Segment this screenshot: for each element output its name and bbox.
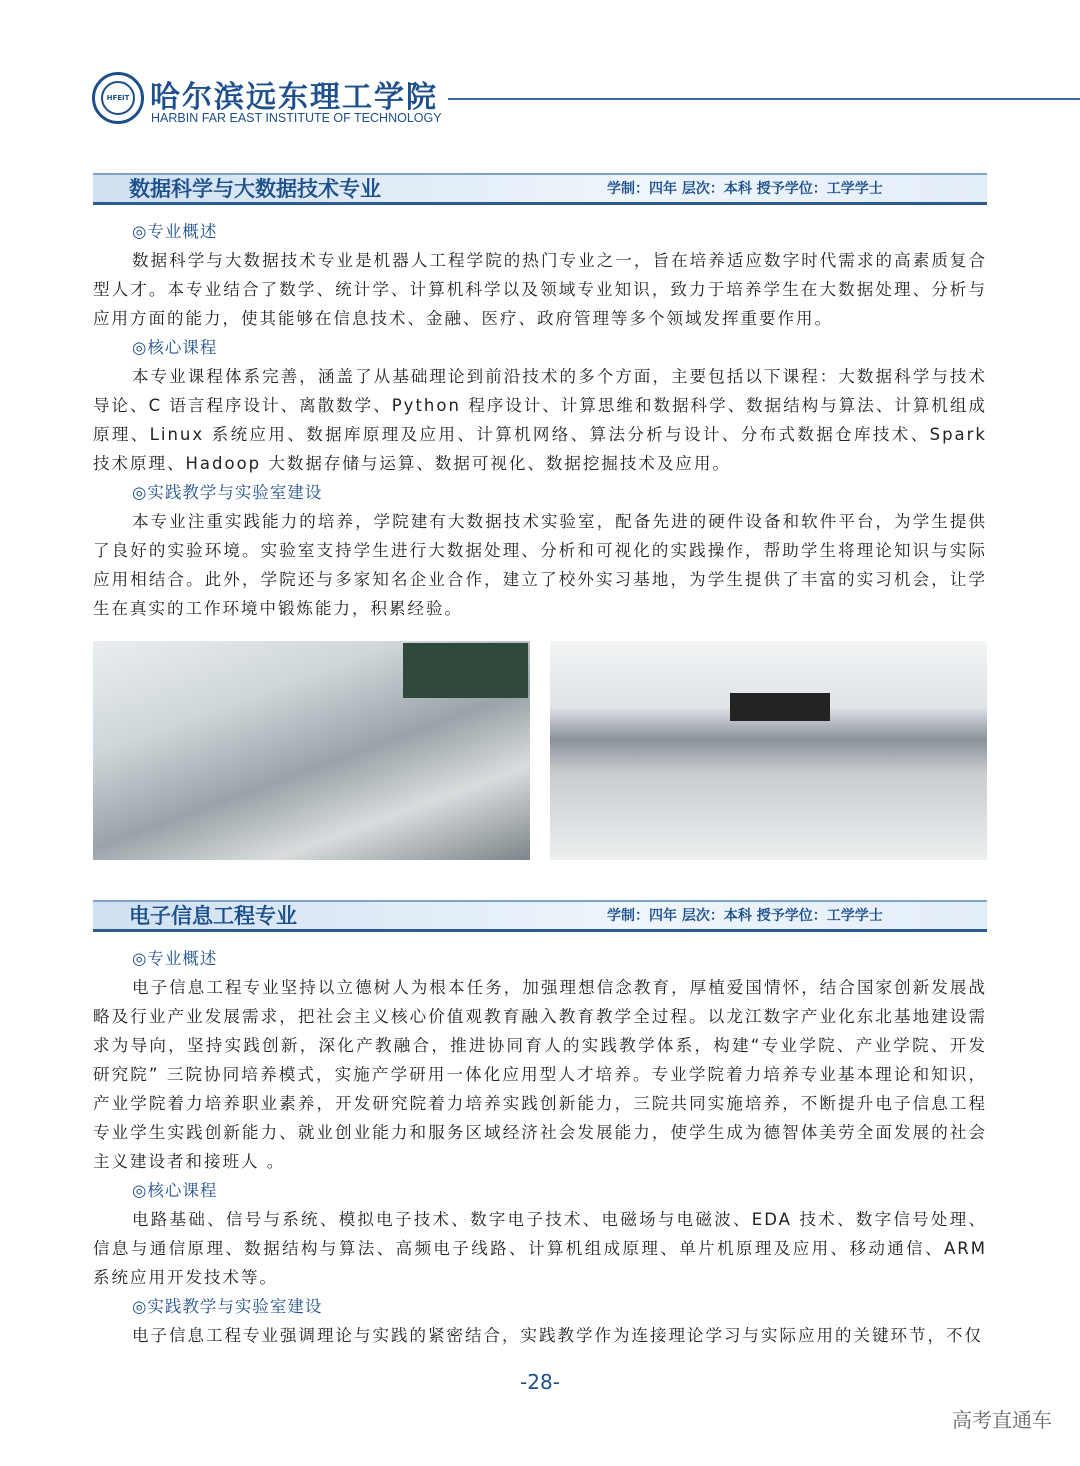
subheading: ◎实践教学与实验室建设 [132, 483, 323, 502]
school-logo-icon: HFEIT [92, 72, 144, 124]
section-title: 电子信息工程专业 [129, 903, 297, 928]
paragraph: 电子信息工程专业坚持以立德树人为根本任务，加强理想信念教育，厚植爱国情怀，结合国家创新发展战略及行业产业发展需求，把社会主义核心价值观教育融入教育教学全过程。以龙江数字产业化东北基地建设需求为导向，坚持实践创新，深化产教融合，推进协同育人的实践教学体系，构建“专业学院、产业学院、开发研究院” 三院协同培养模式，实施产学研用一体化应用型人才培养。专业学院着力培养专业基本理论和知识，产业学院着力培养职业素养，开发研究院着力培养实践创新能力，三院共同实施培养，不断提升电子信息工程专业学生实践创新能力、就业创业能力和服务区域经济社会发展能力，使学生成为德智体美劳全面发展的社会主义建设者和接班人 。 [93, 978, 987, 1171]
page-number: -28- [520, 1370, 560, 1394]
section-body-electronic [93, 944, 987, 1350]
page-content [93, 0, 1052, 1454]
subheading: ◎专业概述 [132, 949, 218, 968]
section-meta: 学制：四年 层次：本科 授予学位：工学学士 [607, 908, 883, 924]
subheading: ◎实践教学与实验室建设 [132, 1297, 323, 1316]
paragraph: 电路基础、信号与系统、模拟电子技术、数字电子技术、电磁场与电磁波、EDA 技术、数字信号处理、信息与通信原理、数据结构与算法、高频电子线路、计算机组成原理、单片机原理及应用、移动通信、ARM 系统应用开发技术等。 [93, 1210, 987, 1287]
school-name-en: HARBIN FAR EAST INSTITUTE OF TECHNOLOGY [151, 111, 442, 125]
lab-photo-left [93, 641, 530, 860]
paragraph: 本专业课程体系完善，涵盖了从基础理论到前沿技术的多个方面，主要包括以下课程：大数据科学与技术导论、C 语言程序设计、离散数学、Python 程序设计、计算思维和数据科学、数据结构与算法、计算机组成原理、Linux 系统应用、数据库原理及应用、计算机网络、算法分析与设计、分布式数据仓库技术、Spark 技术原理、Hadoop 大数据存储与运算、数据可视化、数据挖掘技术及应用。 [93, 367, 987, 473]
section-header-bigdata [93, 173, 987, 205]
paragraph: 本专业注重实践能力的培养，学院建有大数据技术实验室，配备先进的硬件设备和软件平台，为学生提供了良好的实验环境。实验室支持学生进行大数据处理、分析和可视化的实践操作，帮助学生将理论知识与实际应用相结合。此外，学院还与多家知名企业合作，建立了校外实习基地，为学生提供了丰富的实习机会，让学生在真实的工作环境中锻炼能力，积累经验。 [93, 512, 987, 618]
section-body-bigdata [93, 217, 987, 623]
section-meta: 学制：四年 层次：本科 授予学位：工学学士 [607, 181, 883, 197]
school-name-cn: 哈尔滨远东理工学院 [150, 80, 438, 115]
section-header-electronic [93, 900, 987, 932]
subheading: ◎核心课程 [132, 1181, 218, 1200]
paragraph: 数据科学与大数据技术专业是机器人工程学院的热门专业之一，旨在培养适应数字时代需求的高素质复合型人才。本专业结合了数学、统计学、计算机科学以及领域专业知识，致力于培养学生在大数据处理、分析与应用方面的能力，使其能够在信息技术、金融、医疗、政府管理等多个领域发挥重要作用。 [93, 251, 987, 328]
paragraph: 电子信息工程专业强调理论与实践的紧密结合，实践教学作为连接理论学习与实际应用的关键环节，不仅 [132, 1326, 983, 1345]
lab-photo-right [550, 641, 987, 860]
subheading: ◎核心课程 [132, 338, 218, 357]
photo-row [93, 641, 987, 860]
section-title: 数据科学与大数据技术专业 [129, 176, 381, 201]
subheading: ◎专业概述 [132, 222, 218, 241]
watermark: 高考直通车 [952, 1408, 1052, 1432]
